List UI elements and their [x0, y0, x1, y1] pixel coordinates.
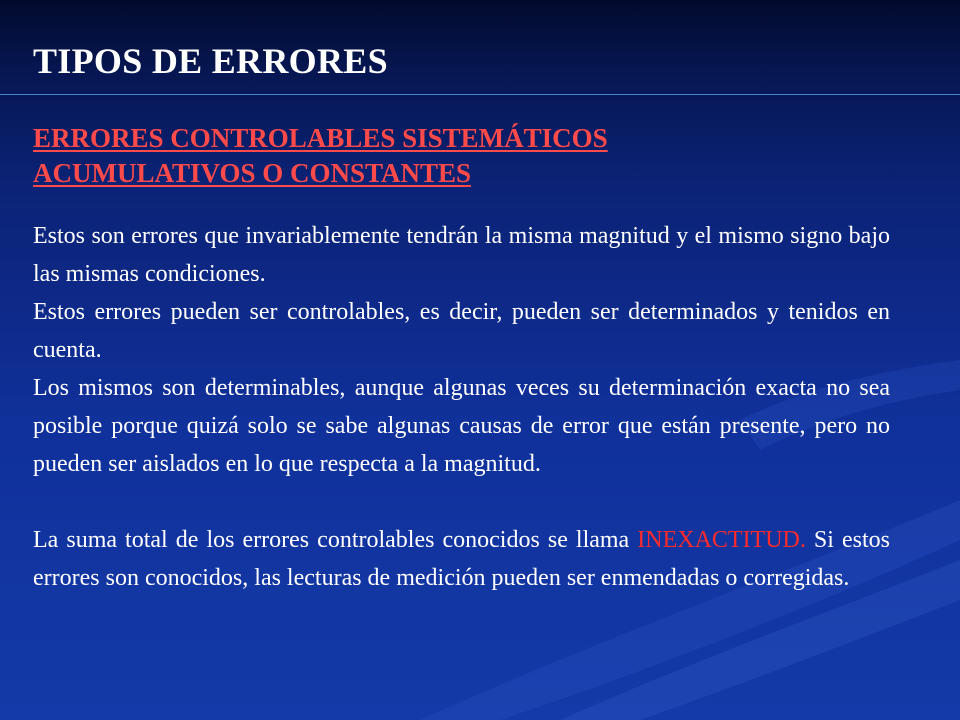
paragraph-4-start: La suma total de los errores controlables conocidos se llama [33, 527, 638, 553]
paragraph-2: Estos errores pueden ser controlables, es decir, pueden ser determinados y tenidos en cuenta. [33, 299, 890, 363]
title-divider [0, 94, 960, 95]
paragraph-1: Estos son errores que invariablemente tendrán la misma magnitud y el mismo signo bajo las mismas condiciones. [33, 223, 890, 287]
paragraph-4-end: Si estos errores son conocidos, las lecturas de medición pueden ser enmendadas o corregidas. [33, 527, 890, 591]
subtitle-line-2: ACUMULATIVOS O CONSTANTES [33, 158, 472, 188]
body-text [33, 217, 890, 597]
slide-subtitle [33, 121, 893, 191]
inexactitud-highlight: INEXACTITUD. [637, 527, 806, 553]
paragraph-4 [33, 521, 890, 597]
paragraph-3: Los mismos son determinables, aunque algunas veces su determinación exacta no sea posible porque quizá solo se sabe algunas causas de error que están presente, pero no pueden ser aislados en lo que respecta a la magnitud. [33, 375, 890, 477]
slide-title: TIPOS DE ERRORES [33, 41, 388, 81]
subtitle-line-1: ERRORES CONTROLABLES SISTEMÁTICOS [33, 123, 608, 153]
